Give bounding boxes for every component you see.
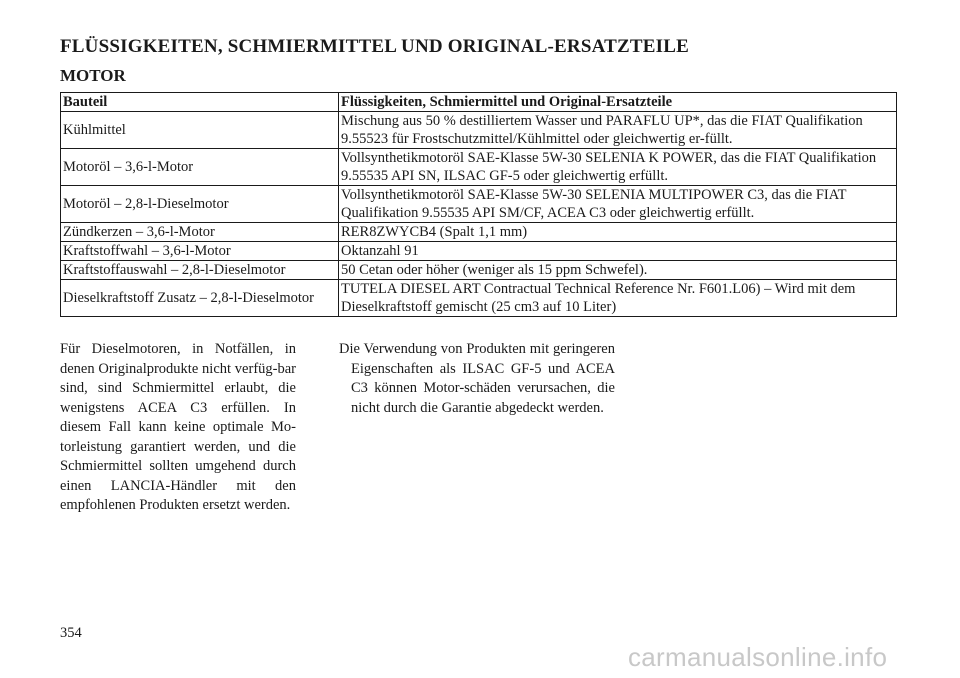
table-row xyxy=(61,186,897,223)
page-number: 354 xyxy=(60,625,82,641)
table-row xyxy=(61,261,897,280)
row-spec: Vollsynthetikmotoröl SAE-Klasse 5W-30 SELENIA MULTIPOWER C3, das die FIAT Qualifikation 9.55535 API SM/CF, ACEA C3 oder gleichwertig erfüllt. xyxy=(339,186,897,223)
row-spec: TUTELA DIESEL ART Contractual Technical Reference Nr. F601.L06) – Wird mit dem Dieselkraftstoff gemischt (25 cm3 auf 10 Liter) xyxy=(339,280,897,317)
header-spec: Flüssigkeiten, Schmiermittel und Original-Ersatzteile xyxy=(339,93,897,112)
page-title: FLÜSSIGKEITEN, SCHMIERMITTEL UND ORIGINAL-ERSATZTEILE xyxy=(60,36,689,57)
watermark: carmanualsonline.info xyxy=(628,642,888,672)
header-component: Bauteil xyxy=(61,93,339,112)
row-spec: RER8ZWYCB4 (Spalt 1,1 mm) xyxy=(339,223,897,242)
table-row xyxy=(61,223,897,242)
row-component: Motoröl – 3,6-l-Motor xyxy=(61,149,339,186)
table-row xyxy=(61,242,897,261)
table-row xyxy=(61,149,897,186)
table-header-row xyxy=(61,93,897,112)
section-title: MOTOR xyxy=(60,66,126,85)
row-component: Kraftstoffauswahl – 2,8-l-Dieselmotor xyxy=(61,261,339,280)
row-spec: Mischung aus 50 % destilliertem Wasser und PARAFLU UP*, das die FIAT Qualifikation 9.55523 für Frostschutzmittel/Kühlmittel oder gleichwertig er-füllt. xyxy=(339,112,897,149)
row-spec: Oktanzahl 91 xyxy=(339,242,897,261)
table-row xyxy=(61,280,897,317)
row-component: Zündkerzen – 3,6-l-Motor xyxy=(61,223,339,242)
row-spec: 50 Cetan oder höher (weniger als 15 ppm Schwefel). xyxy=(339,261,897,280)
row-component: Motoröl – 2,8-l-Dieselmotor xyxy=(61,186,339,223)
row-component: Dieselkraftstoff Zusatz – 2,8-l-Dieselmotor xyxy=(61,280,339,317)
row-component: Kraftstoffwahl – 3,6-l-Motor xyxy=(61,242,339,261)
diesel-note-paragraph: Für Dieselmotoren, in Notfällen, in denen Originalprodukte nicht verfüg-bar sind, sind Schmiermittel erlaubt, die wenigstens ACEA C3 erfüllen. In diesem Fall kann keine optimale Mo-torleistung garantiert werden, und die Schmiermittel sollten umgehend durch einen LANCIA-Händler mit den empfohlenen Produkten ersetzt werden. xyxy=(60,341,296,513)
row-component: Kühlmittel xyxy=(61,112,339,149)
table-row xyxy=(61,112,897,149)
fluids-table xyxy=(60,92,897,317)
warning-paragraph: Die Verwendung von Produkten mit geringeren Eigenschaften als ILSAC GF-5 und ACEA C3 können Motor-schäden verursachen, die nicht durch die Garantie abgedeckt werden. xyxy=(339,341,615,416)
row-spec: Vollsynthetikmotoröl SAE-Klasse 5W-30 SELENIA K POWER, das die FIAT Qualifikation 9.55535 API SN, ILSAC GF-5 oder gleichwertig erfüllt. xyxy=(339,149,897,186)
